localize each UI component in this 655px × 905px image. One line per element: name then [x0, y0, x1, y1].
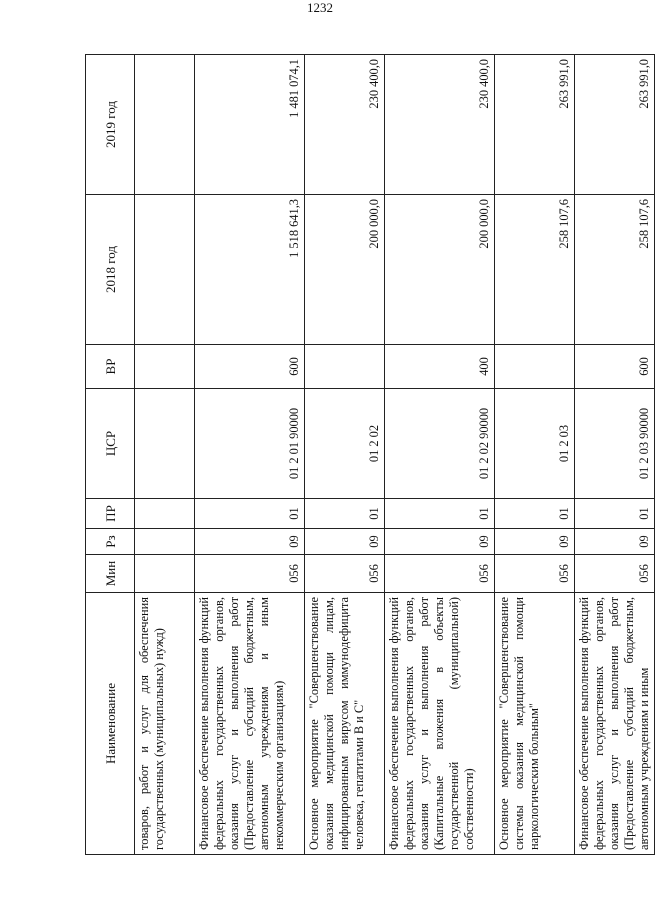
row-2018: 258 107,6 [495, 195, 575, 345]
row-name: товаров, работ и услуг для обеспечения государственных (муниципальных) нужд) [135, 593, 195, 855]
row-rz: 09 [495, 529, 575, 555]
row-csr: 01 2 03 [495, 389, 575, 499]
row-name: Основное мероприятие "Совершенствование оказания медицинской помощи лицам, инфицированным вирусом иммунодефицита человека, гепатитами В и С" [305, 593, 385, 855]
header-pr: ПР [86, 499, 135, 529]
row-vr: 600 [195, 345, 305, 389]
row-csr: 01 2 03 90000 [575, 389, 655, 499]
row-min: 056 [385, 555, 495, 593]
row-csr [135, 389, 195, 499]
row-pr [135, 499, 195, 529]
row-pr: 01 [385, 499, 495, 529]
row-2018: 200 000,0 [305, 195, 385, 345]
table-row [135, 55, 195, 855]
row-pr: 01 [575, 499, 655, 529]
header-vr: ВР [86, 345, 135, 389]
table-row [195, 55, 305, 855]
table-row [385, 55, 495, 855]
row-2018: 258 107,6 [575, 195, 655, 345]
row-pr: 01 [305, 499, 385, 529]
header-name: Наименование [86, 593, 135, 855]
row-min [135, 555, 195, 593]
header-csr: ЦСР [86, 389, 135, 499]
row-vr: 400 [385, 345, 495, 389]
row-2019 [135, 55, 195, 195]
rotated-table-wrapper [85, 55, 651, 855]
row-rz: 09 [305, 529, 385, 555]
header-2018: 2018 год [86, 195, 135, 345]
row-2019: 263 991,0 [575, 55, 655, 195]
row-name: Финансовое обеспечение выполнения функций федеральных государственных органов, оказания услуг и выполнения работ (Капитальные вложения в объекты государственной (муниципальной) собственности) [385, 593, 495, 855]
row-csr: 01 2 02 [305, 389, 385, 499]
row-name: Финансовое обеспечение выполнения функций федеральных государственных органов, оказания услуг и выполнения работ (Предоставление субсидий бюджетным, автономным учреждениям и иным некоммерческим организациям) [195, 593, 305, 855]
row-min: 056 [495, 555, 575, 593]
row-vr [135, 345, 195, 389]
row-rz: 09 [195, 529, 305, 555]
row-rz: 09 [385, 529, 495, 555]
table-row [575, 55, 655, 855]
row-2019: 263 991,0 [495, 55, 575, 195]
row-2019: 1 481 074,1 [195, 55, 305, 195]
header-min: Мин [86, 555, 135, 593]
row-csr: 01 2 02 90000 [385, 389, 495, 499]
header-rz: Рз [86, 529, 135, 555]
row-vr [305, 345, 385, 389]
row-2018 [135, 195, 195, 345]
row-2018: 1 518 641,3 [195, 195, 305, 345]
row-rz: 09 [575, 529, 655, 555]
table-row [305, 55, 385, 855]
row-2019: 230 400,0 [385, 55, 495, 195]
row-vr: 600 [575, 345, 655, 389]
table-row [495, 55, 575, 855]
budget-table [85, 54, 655, 855]
row-rz [135, 529, 195, 555]
table-header-row [86, 55, 135, 855]
row-min: 056 [575, 555, 655, 593]
row-min: 056 [195, 555, 305, 593]
row-vr [495, 345, 575, 389]
row-min: 056 [305, 555, 385, 593]
page-number: 1232 [307, 0, 333, 15]
row-name: Финансовое обеспечение выполнения функций федеральных государственных органов, оказания услуг и выполнения работ (Предоставление субсидий бюджетным, автономным учреждениям и иным [575, 593, 655, 855]
row-2019: 230 400,0 [305, 55, 385, 195]
row-pr: 01 [495, 499, 575, 529]
header-2019: 2019 год [86, 55, 135, 195]
row-pr: 01 [195, 499, 305, 529]
row-2018: 200 000,0 [385, 195, 495, 345]
row-name: Основное мероприятие "Совершенствование системы оказания медицинской помощи наркологическим больным" [495, 593, 575, 855]
row-csr: 01 2 01 90000 [195, 389, 305, 499]
